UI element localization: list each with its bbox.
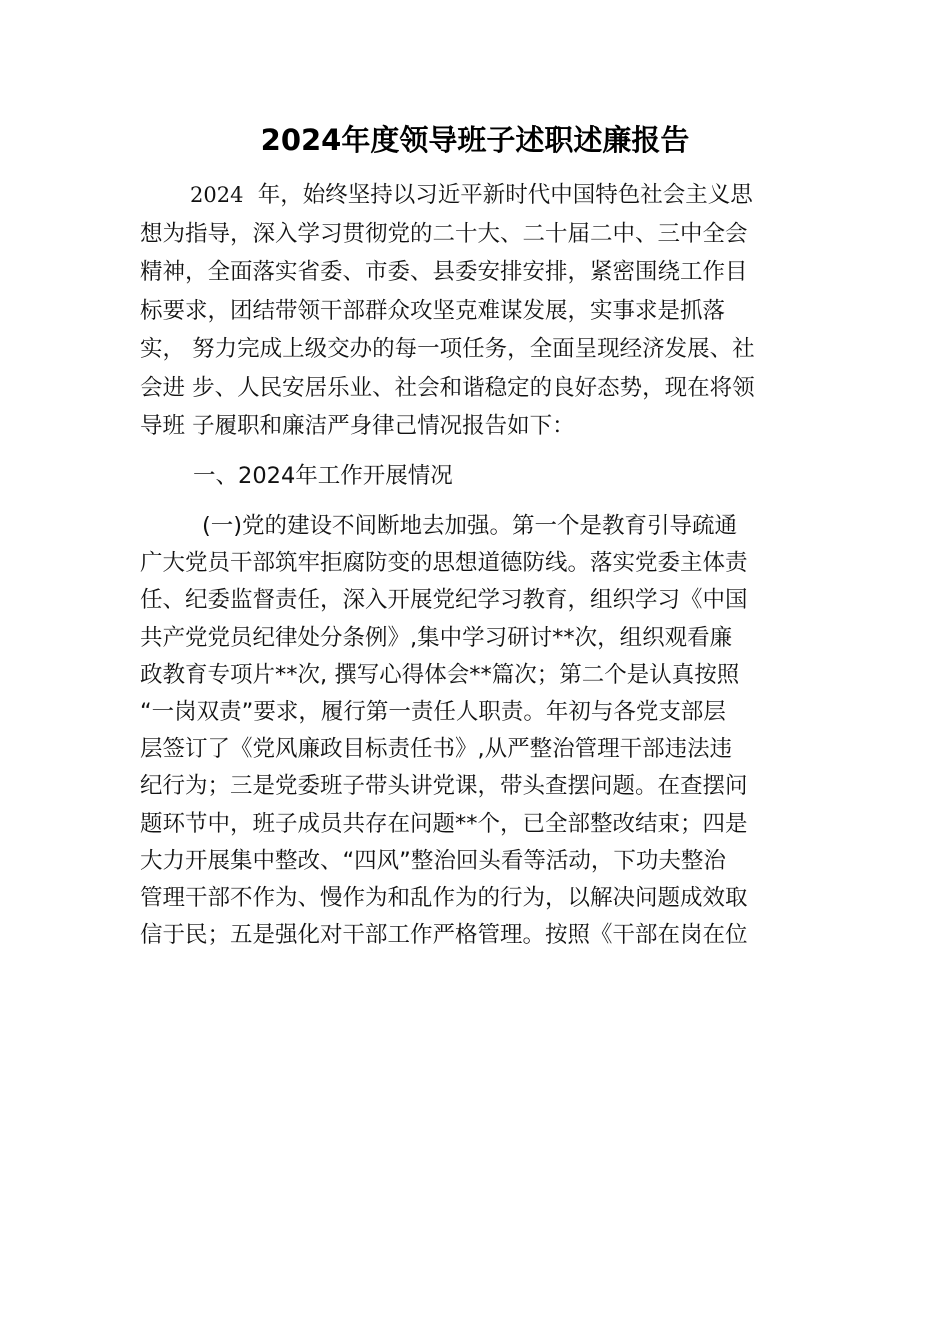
section-line-1: (一)党的建设不间断地去加强。第一个是教育引导疏通 bbox=[202, 513, 738, 539]
intro-year: 2024 bbox=[190, 183, 244, 207]
section-line-10: 大力开展集中整改、“四风”整治回头看等活动，下功夫整治 bbox=[140, 847, 726, 874]
section-line-6: “一岗双责”要求，履行第一责任人职责。年初与各党支部层 bbox=[140, 698, 726, 725]
section-line-4: 共产党党员纪律处分条例》,集中学习研讨**次，组织观看廉 bbox=[140, 624, 733, 651]
document-title: 2024年度领导班子述职述廉报告 bbox=[260, 123, 690, 157]
intro-line-1 bbox=[140, 176, 830, 215]
intro-line-3: 精神，全面落实省委、市委、县委安排安排，紧密围绕工作目 bbox=[140, 259, 748, 285]
section-line-11: 管理干部不作为、慢作为和乱作为的行为，以解决问题成效取 bbox=[140, 884, 748, 911]
intro-line-2: 想为指导，深入学习贯彻党的二十大、二十届二中、三中全会 bbox=[140, 220, 748, 247]
intro-line-5: 实， 努力完成上级交办的每一项任务，全面呈现经济发展、社 bbox=[140, 336, 755, 362]
intro-line-6: 会进 步、人民安居乐业、社会和谐稳定的良好态势，现在将领 bbox=[140, 374, 755, 401]
section-line-5: 政教育专项片**次, 撰写心得体会**篇次；第二个是认真按照 bbox=[140, 661, 740, 688]
section-line-9: 题环节中，班子成员共存在问题**个，已全部整改结束；四是 bbox=[140, 810, 748, 837]
intro-line-4: 标要求，团结带领干部群众攻坚克难谋发展，实事求是抓落 bbox=[140, 297, 726, 324]
section-line-8: 纪行为；三是党委班子带头讲党课，带头查摆问题。在查摆问 bbox=[140, 773, 748, 800]
intro-line-7: 导班 子履职和廉洁严身律己情况报告如下： bbox=[140, 413, 575, 439]
section-line-3: 任、纪委监督责任，深入开展党纪学习教育，组织学习《中国 bbox=[140, 587, 748, 614]
section-paragraph bbox=[140, 508, 830, 954]
section-heading: 一、2024年工作开展情况 bbox=[193, 463, 453, 489]
intro-paragraph bbox=[140, 176, 830, 446]
section-line-12: 信于民；五是强化对干部工作严格管理。按照《干部在岗在位 bbox=[140, 922, 748, 949]
section-line-2: 广大党员干部筑牢拒腐防变的思想道德防线。落实党委主体责 bbox=[140, 550, 748, 577]
section-line-7: 层签订了《党风廉政目标责任书》,从严整治管理干部违法违 bbox=[140, 736, 733, 763]
intro-line-text: 年，始终坚持以习近平新时代中国特色社会主义思 bbox=[257, 182, 753, 208]
